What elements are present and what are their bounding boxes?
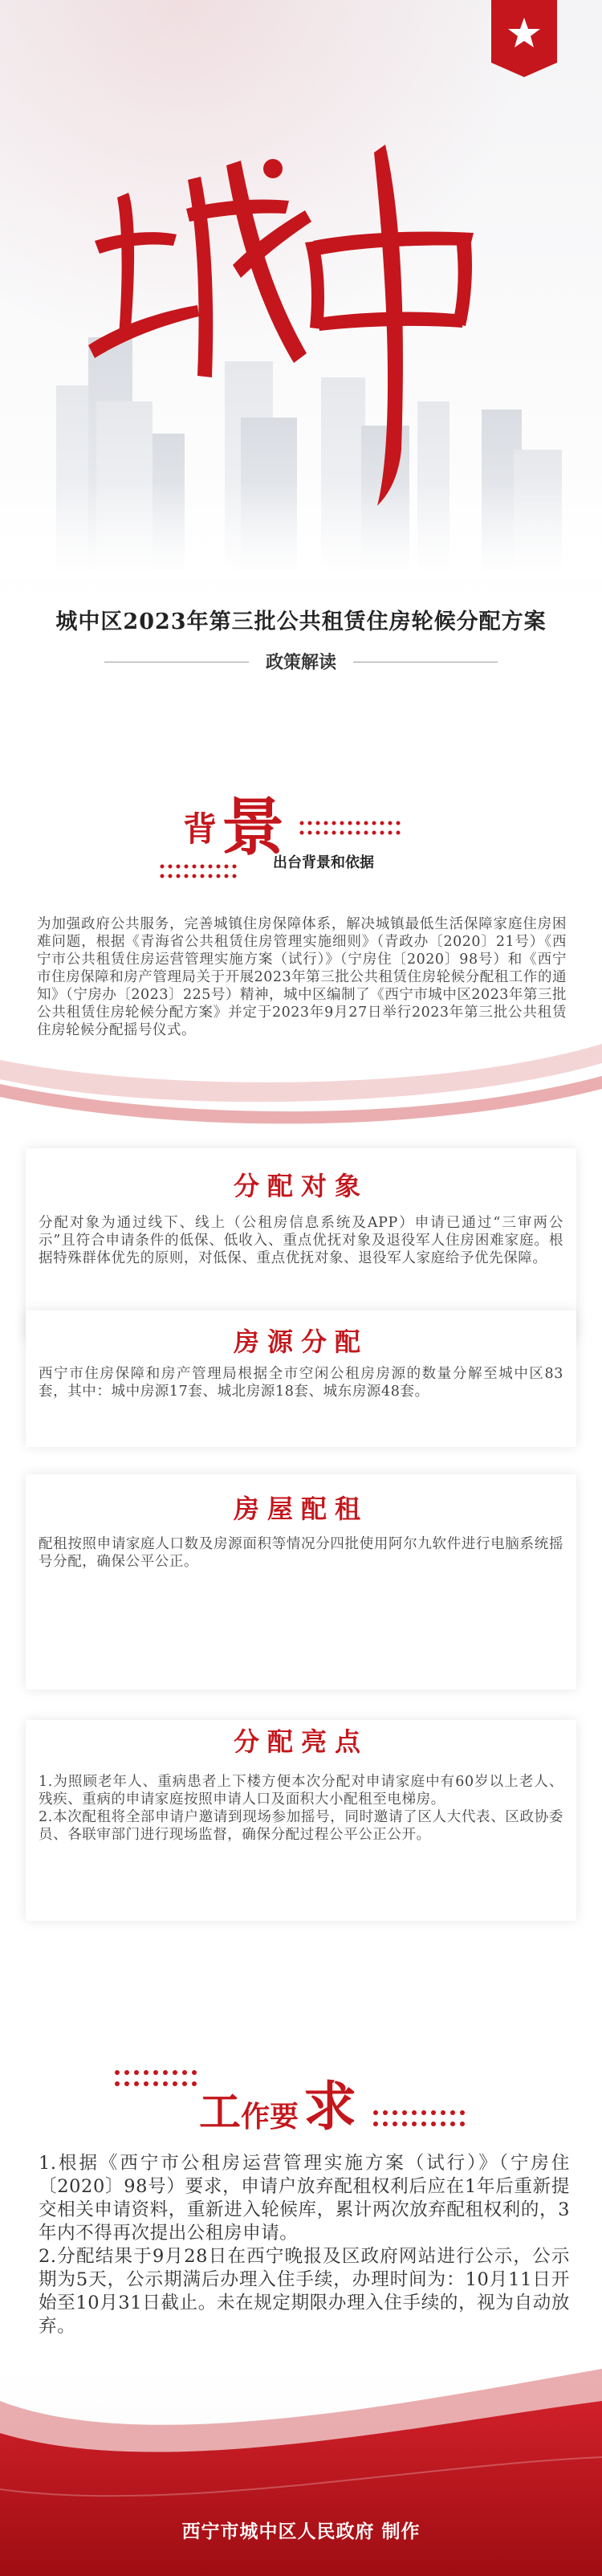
section-text: 配租按照申请家庭人口数及房源面积等情况分四批使用阿尔九软件进行电脑系统摇号分配，确保公平公正。 bbox=[39, 1536, 563, 1570]
section-text: 西宁市住房保障和房产管理局根据全市空闲公租房房源的数量分解至城中区83套，其中：城中房源17套、城北房源18套、城东房源48套。 bbox=[39, 1366, 563, 1400]
requirements-heading-a: 工 bbox=[199, 2088, 242, 2137]
section-text: 1.为照顾老年人、重病患者上下楼方便本次分配对申请家庭中有60岁以上老人、残疾、重病的申请家庭按照申请人口及面积大小配租至电梯房。 2.本次配租将全部申请户邀请到现场参加摇号，同时邀请了区人大代表、区政协委员、各联审部门进行现场监督，确保分配过程公平公正公开。 bbox=[39, 1774, 563, 1843]
section-title: 房源分配 bbox=[233, 1327, 368, 1357]
requirements-heading-c: 求 bbox=[303, 2075, 356, 2138]
document-title: 城中区2023年第三批公共租赁住房轮候分配方案 bbox=[55, 609, 547, 634]
footer-red-wave bbox=[0, 2369, 602, 2576]
background-subheading: 出台背景和依据 bbox=[273, 854, 374, 871]
requirements-paragraph: 1.根据《西宁市公租房运营管理实施方案（试行）》（宁房住〔2020〕98号）要求，申请户放弃配租权利后应在1年后重新提交相关申请资料，重新进入轮候库，累计两次放弃配租权利的，3年内不得再次提出公租房申请。 2.分配结果于9月28日在西宁晚报及区政府网站进行公示，公示期为5天，公示期满后办理入住手续，办理时间为：10月11日开始至10月31日截止。未在规定期限办理入住手续的，视为自动放弃。 bbox=[39, 2153, 570, 2337]
decorative-dots-right bbox=[371, 2108, 483, 2132]
document-subtitle-bar bbox=[0, 649, 602, 676]
decorative-dots-top bbox=[299, 819, 411, 840]
decorative-dots-bottom bbox=[159, 862, 247, 883]
document-subtitle: 政策解读 bbox=[265, 652, 336, 673]
decorative-dots-left bbox=[112, 2068, 209, 2092]
section-text: 分配对象为通过线下、线上（公租房信息系统及APP）申请已通过“三审两公示”且符合申请条件的低保、低收入、重点优抚对象及退役军人住房困难家庭。根据特殊群体优先的原则，对低保、重点优抚对象、退役军人家庭给予优先保障。 bbox=[39, 1215, 563, 1266]
decorative-red-swoosh bbox=[0, 1028, 602, 1148]
ribbon-star-badge bbox=[491, 0, 557, 77]
section-title: 分配对象 bbox=[233, 1171, 368, 1201]
background-heading-small: 背 bbox=[183, 809, 218, 849]
section-title: 分配亮点 bbox=[233, 1726, 368, 1757]
section-title: 房屋配租 bbox=[233, 1494, 368, 1524]
hero-banner bbox=[0, 0, 602, 578]
background-paragraph: 为加强政府公共服务，完善城镇住房保障体系，解决城镇最低生活保障家庭住房困难问题，根据《青海省公共租赁住房管理实施细则》（青政办〔2020〕21号）《西宁市公共租赁住房运营管理实施方案（试行）》（宁房住〔2020〕98号）和《西宁市住房保障和房产管理局关于开展2023年第三批公共租赁住房轮候分配租工作的通知》（宁房办〔2023〕225号）精神，城中区编制了《西宁市城中区2023年第三批公共租赁住房轮候分配方案》并定于2023年9月27日举行2023年第三批公共租赁住房轮候分配摇号仪式。 bbox=[37, 916, 567, 1038]
requirements-heading-b: 作要 bbox=[241, 2100, 299, 2134]
footer-credit: 西宁市城中区人民政府 制作 bbox=[181, 2521, 421, 2542]
calligraphy-city-name bbox=[0, 0, 602, 578]
background-heading-large: 景 bbox=[222, 791, 285, 864]
section-card-housing-allocation bbox=[26, 1310, 576, 1447]
section-card-housing-rental bbox=[26, 1474, 576, 1689]
section-card-highlights bbox=[26, 1720, 576, 1921]
